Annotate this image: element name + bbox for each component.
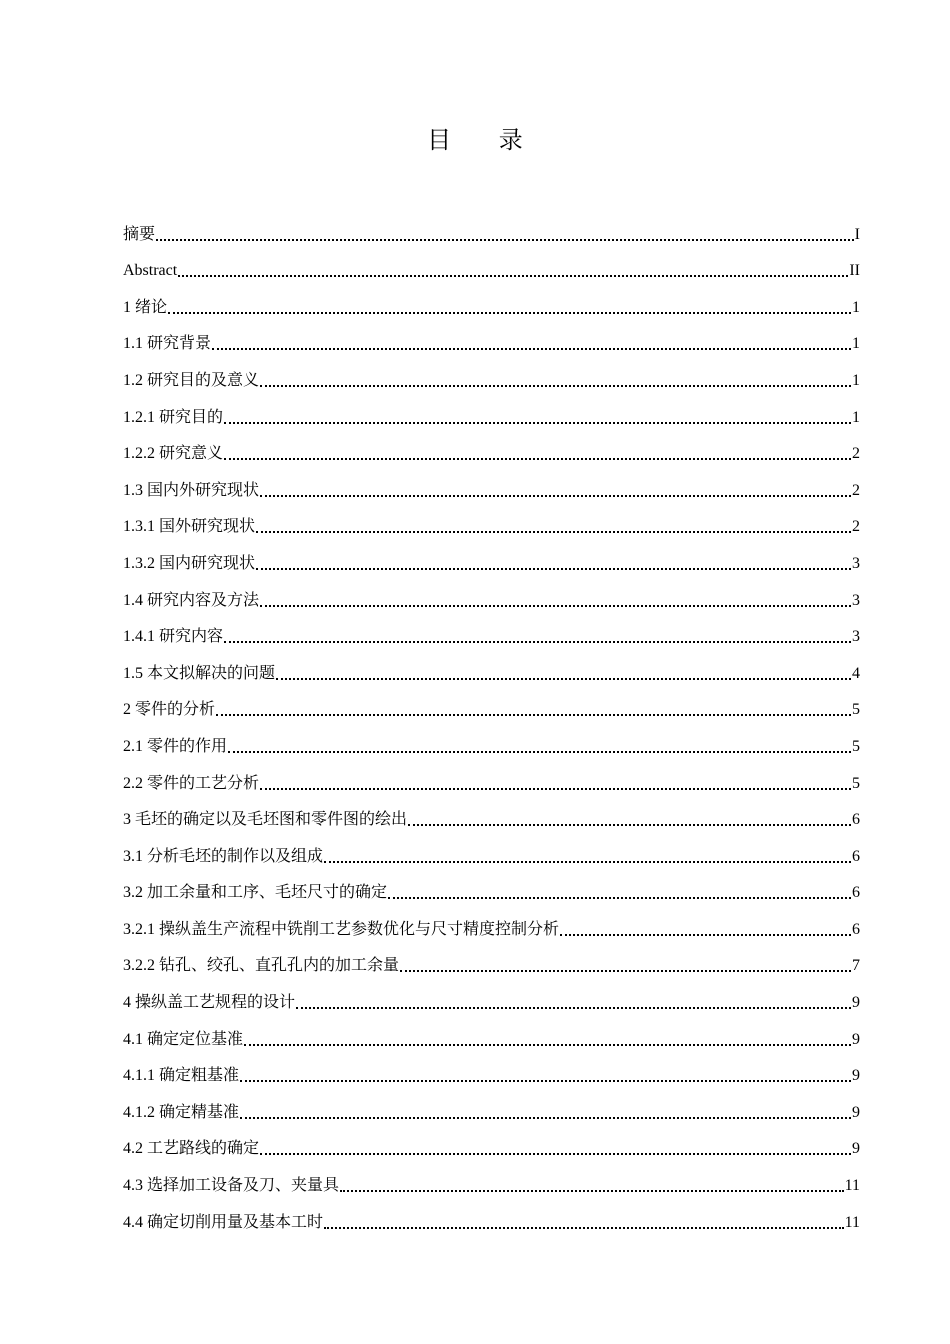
dot-leader bbox=[324, 861, 851, 863]
toc-entry-label: 4.1.2 确定精基准 bbox=[123, 1103, 240, 1121]
toc-entry-page-number: 9 bbox=[852, 1067, 860, 1085]
toc-entry-page-number: 9 bbox=[852, 994, 860, 1012]
toc-entry-page-number: 3 bbox=[852, 554, 860, 572]
toc-entry[interactable] bbox=[123, 684, 860, 721]
toc-entry[interactable] bbox=[123, 1196, 860, 1233]
toc-entry-page-number: 6 bbox=[852, 920, 860, 938]
toc-entry-label: 3.2.2 钻孔、绞孔、直孔孔内的加工余量 bbox=[123, 957, 400, 975]
toc-entry[interactable] bbox=[123, 464, 860, 501]
dot-leader bbox=[400, 970, 851, 972]
toc-entry-page-number: 2 bbox=[852, 481, 860, 499]
dot-leader bbox=[260, 605, 851, 607]
toc-entry[interactable] bbox=[123, 720, 860, 757]
toc-entry-page-number: 7 bbox=[852, 957, 860, 975]
toc-entry-label: 4.4 确定切削用量及基本工时 bbox=[123, 1213, 324, 1231]
toc-entry-label: 2.2 零件的工艺分析 bbox=[123, 774, 260, 792]
dot-leader bbox=[260, 1153, 851, 1155]
toc-entry-page-number: II bbox=[849, 262, 860, 280]
dot-leader bbox=[240, 1080, 851, 1082]
toc-entry-label: 1.3.1 国外研究现状 bbox=[123, 518, 256, 536]
dot-leader bbox=[256, 568, 851, 570]
toc-entry[interactable] bbox=[123, 976, 860, 1013]
toc-entry-page-number: 1 bbox=[852, 408, 860, 426]
dot-leader bbox=[560, 934, 851, 936]
toc-entry-label: 4.1 确定定位基准 bbox=[123, 1030, 244, 1048]
toc-entry-label: Abstract bbox=[123, 262, 178, 280]
toc-entry-label: 4.1.1 确定粗基准 bbox=[123, 1067, 240, 1085]
toc-entry-page-number: 9 bbox=[852, 1140, 860, 1158]
toc-entry-label: 1.3 国内外研究现状 bbox=[123, 481, 260, 499]
dot-leader bbox=[340, 1190, 844, 1192]
toc-entry-page-number: 2 bbox=[852, 445, 860, 463]
toc-entry-label: 2.1 零件的作用 bbox=[123, 737, 228, 755]
toc-entry[interactable] bbox=[123, 281, 860, 318]
toc-entry-label: 1.5 本文拟解决的问题 bbox=[123, 664, 276, 682]
toc-entry[interactable] bbox=[123, 318, 860, 355]
dot-leader bbox=[156, 239, 854, 241]
toc-entry[interactable] bbox=[123, 208, 860, 245]
toc-entry[interactable] bbox=[123, 1050, 860, 1087]
toc-entry[interactable] bbox=[123, 903, 860, 940]
toc-entry-page-number: 9 bbox=[852, 1103, 860, 1121]
toc-entry-page-number: 2 bbox=[852, 518, 860, 536]
toc-entry[interactable] bbox=[123, 501, 860, 538]
dot-leader bbox=[260, 495, 851, 497]
toc-entry-label: 4 操纵盖工艺规程的设计 bbox=[123, 994, 296, 1012]
toc-entry[interactable] bbox=[123, 647, 860, 684]
dot-leader bbox=[228, 751, 851, 753]
toc-entry-page-number: 3 bbox=[852, 628, 860, 646]
dot-leader bbox=[168, 312, 851, 314]
page-title: 目 录 bbox=[427, 126, 543, 154]
dot-leader bbox=[408, 824, 851, 826]
toc-entry[interactable] bbox=[123, 1086, 860, 1123]
dot-leader bbox=[212, 348, 851, 350]
toc-entry-label: 1 绪论 bbox=[123, 298, 168, 316]
toc-entry-page-number: 5 bbox=[852, 701, 860, 719]
dot-leader bbox=[224, 422, 851, 424]
toc-entry-label: 1.2 研究目的及意义 bbox=[123, 371, 260, 389]
toc-entry-page-number: 11 bbox=[844, 1177, 860, 1195]
toc-entry-label: 1.2.1 研究目的 bbox=[123, 408, 224, 426]
dot-leader bbox=[216, 714, 851, 716]
toc-entry[interactable] bbox=[123, 1159, 860, 1196]
toc-entry-page-number: 11 bbox=[844, 1213, 860, 1231]
toc-entry-page-number: 1 bbox=[852, 371, 860, 389]
toc-entry-page-number: 6 bbox=[852, 884, 860, 902]
toc-entry[interactable] bbox=[123, 794, 860, 831]
toc-entry[interactable] bbox=[123, 537, 860, 574]
dot-leader bbox=[388, 897, 851, 899]
dot-leader bbox=[244, 1044, 851, 1046]
toc-entry-page-number: 1 bbox=[852, 298, 860, 316]
toc-entry-label: 1.1 研究背景 bbox=[123, 335, 212, 353]
toc-entry[interactable] bbox=[123, 830, 860, 867]
toc-entry-page-number: 5 bbox=[852, 774, 860, 792]
dot-leader bbox=[276, 678, 851, 680]
toc-entry[interactable] bbox=[123, 611, 860, 648]
toc-entry-page-number: 1 bbox=[852, 335, 860, 353]
toc-entry-label: 4.3 选择加工设备及刀、夹量具 bbox=[123, 1177, 340, 1195]
toc-entry-label: 2 零件的分析 bbox=[123, 701, 216, 719]
toc-entry[interactable] bbox=[123, 1123, 860, 1160]
dot-leader bbox=[324, 1227, 844, 1229]
toc-entry[interactable] bbox=[123, 245, 860, 282]
toc-entry-label: 4.2 工艺路线的确定 bbox=[123, 1140, 260, 1158]
toc-entry[interactable] bbox=[123, 867, 860, 904]
toc-entry-label: 3.1 分析毛坯的制作以及组成 bbox=[123, 847, 324, 865]
toc-entry-page-number: 6 bbox=[852, 847, 860, 865]
table-of-contents bbox=[123, 208, 860, 1233]
toc-entry-page-number: 3 bbox=[852, 591, 860, 609]
toc-entry-page-number: 4 bbox=[852, 664, 860, 682]
toc-entry-page-number: 9 bbox=[852, 1030, 860, 1048]
dot-leader bbox=[224, 458, 851, 460]
toc-entry-page-number: 5 bbox=[852, 737, 860, 755]
dot-leader bbox=[240, 1117, 851, 1119]
toc-entry[interactable] bbox=[123, 391, 860, 428]
toc-entry-label: 3 毛坯的确定以及毛坯图和零件图的绘出 bbox=[123, 811, 408, 829]
dot-leader bbox=[296, 1007, 851, 1009]
dot-leader bbox=[224, 641, 851, 643]
toc-entry-label: 1.3.2 国内研究现状 bbox=[123, 554, 256, 572]
toc-entry[interactable] bbox=[123, 428, 860, 465]
dot-leader bbox=[260, 385, 851, 387]
toc-entry-label: 3.2.1 操纵盖生产流程中铣削工艺参数优化与尺寸精度控制分析 bbox=[123, 920, 560, 938]
toc-entry-label: 摘要 bbox=[123, 225, 156, 243]
toc-entry-page-number: 6 bbox=[852, 811, 860, 829]
toc-entry-label: 1.2.2 研究意义 bbox=[123, 445, 224, 463]
toc-entry[interactable] bbox=[123, 354, 860, 391]
dot-leader bbox=[260, 788, 851, 790]
toc-entry-label: 1.4.1 研究内容 bbox=[123, 628, 224, 646]
toc-entry-label: 3.2 加工余量和工序、毛坯尺寸的确定 bbox=[123, 884, 388, 902]
toc-entry-page-number: I bbox=[854, 225, 860, 243]
toc-entry[interactable] bbox=[123, 757, 860, 794]
dot-leader bbox=[178, 275, 848, 277]
toc-entry[interactable] bbox=[123, 940, 860, 977]
toc-entry[interactable] bbox=[123, 1013, 860, 1050]
dot-leader bbox=[256, 531, 851, 533]
toc-entry-label: 1.4 研究内容及方法 bbox=[123, 591, 260, 609]
toc-entry[interactable] bbox=[123, 574, 860, 611]
